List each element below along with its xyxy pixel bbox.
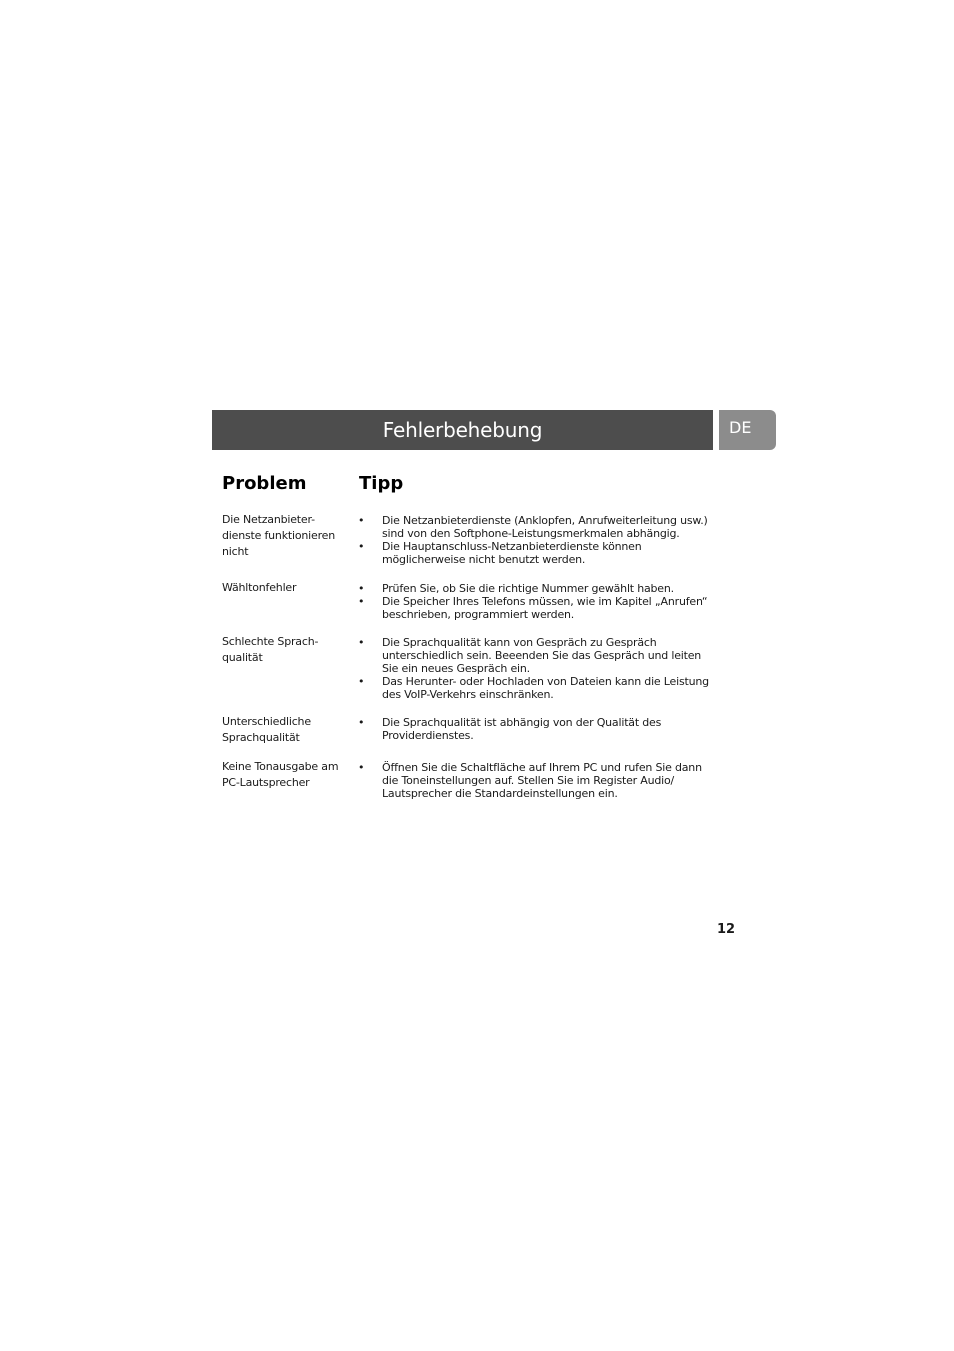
tip-item [355,761,710,800]
problem-label: Schlechte Sprach- qualität [222,635,319,664]
problem-text-keine-tonausgabe [222,759,350,791]
problem-label: Die Netzanbieter- dienste funktionieren nicht [222,513,335,558]
tip-text: Das Herunter- oder Hochladen von Dateien kann die Leistung des VoIP-Verkehrs einschränken. [382,675,709,701]
tip-item [355,582,710,595]
problem-label: Keine Tonausgabe am PC-Lautsprecher [222,760,339,789]
tip-text: Prüfen Sie, ob Sie die richtige Nummer gewählt haben. [382,582,674,595]
bullet-icon: • [358,716,365,729]
tip-item [355,675,710,701]
bullet-icon: • [358,636,365,649]
bullet-icon: • [358,761,365,774]
tip-item [355,716,710,742]
tip-list-unterschiedliche-sprachqualitaet [355,716,710,742]
tip-text: Die Sprachqualität ist abhängig von der Qualität des Providerdienstes. [382,716,662,742]
problem-text-netzanbieter [222,512,350,560]
tip-text: Die Speicher Ihres Telefons müssen, wie im Kapitel „Anrufen“ beschrieben, programmiert werden. [382,595,708,621]
problem-column-heading: Problem [222,473,307,494]
tip-item [355,595,710,621]
tip-list-waehltonfehler [355,582,710,621]
bullet-icon: • [358,540,365,553]
section-title: Fehlerbehebung [382,418,543,442]
bullet-icon: • [358,582,365,595]
bullet-icon: • [358,514,365,527]
bullet-icon: • [358,595,365,608]
tip-text: Die Netzanbieterdienste (Anklopfen, Anrufweiterleitung usw.) sind von den Softphone-Leistungsmerkmalen abhängig. [382,514,708,540]
tip-item [355,636,710,675]
tip-text: Die Sprachqualität kann von Gespräch zu Gespräch unterschiedlich sein. Beeenden Sie das Gespräch und leiten Sie ein neues Gespräch ein. [382,636,702,675]
page-number: 12 [717,922,736,937]
tip-item [355,540,710,566]
problem-text-waehltonfehler [222,580,350,596]
problem-text-schlechte-sprachqualitaet [222,634,350,666]
tip-text: Die Hauptanschluss-Netzanbieterdienste können möglicherweise nicht benutzt werden. [382,540,642,566]
tipp-column-heading: Tipp [359,473,404,494]
problem-label: Unterschiedliche Sprachqualität [222,715,311,744]
bullet-icon: • [358,675,365,688]
problem-text-unterschiedliche-sprachqualitaet [222,714,350,746]
tip-list-netzanbieter [355,514,710,566]
section-title-bar [212,410,713,450]
tip-text: Öffnen Sie die Schaltfläche auf Ihrem PC und rufen Sie dann die Toneinstellungen auf. Stellen Sie im Register Audio/ Lautsprecher die Standardeinstellungen ein. [382,761,702,800]
tip-list-schlechte-sprachqualitaet [355,636,710,701]
tip-item [355,514,710,540]
tip-list-keine-tonausgabe [355,761,710,800]
problem-label: Wähltonfehler [222,581,297,594]
language-tab: DE [719,410,776,450]
